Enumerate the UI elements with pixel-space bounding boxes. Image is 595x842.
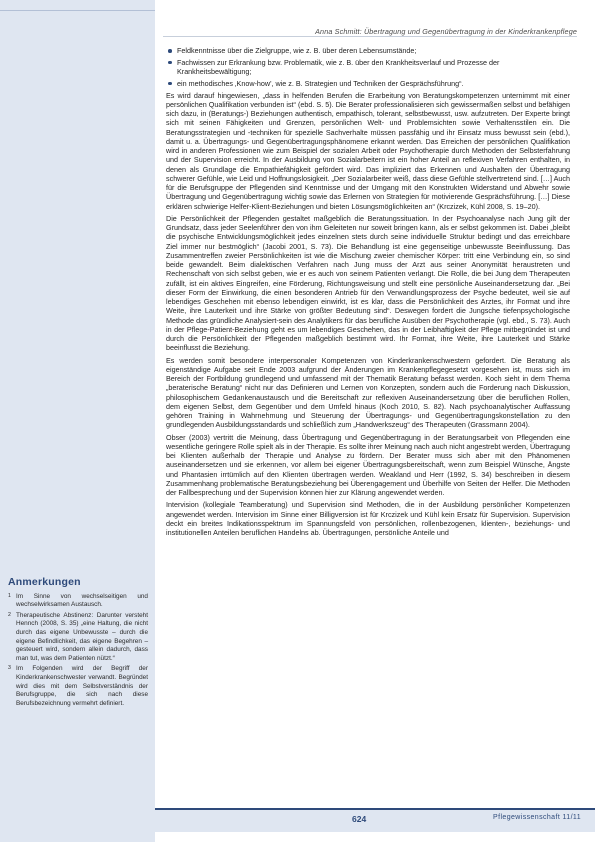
body-paragraph: Es werden somit besondere interpersonaler Kompetenzen von Kinderkrankenschwestern gefordert. Die Beratung als eigenständige Aufgabe seit Ende 2003 aufgrund der Änderungen im Krankenpflegegesetzt vorgesehen ist, muss sich im Bereich der Fortbildung grundlegend und umfassend mit der Thematik Beratung befasst werden. Koch sieht in dem Thema „beraterische Beratung“ nicht nur das Definieren und Lernen von Konzepten, sondern auch die Forderung nach Diskussion, philosophischem Gedankenaustausch und die Bereitschaft zur reflexiven Auseinandersetzung über die beruflichen Rollen, dem eigenen Selbst, dem Gegenüber und dem Umfeld hinaus (Koch 2010, S. 82). Nach psychoanalytischer Auffassung gehören Training in Wahrnehmung und Steuerung der Übertragungs- und Gegenübertragungskonstellation zu den grundlegenden Ausbildungsstandards und schließlich zum „Handwerkszeug“ des Therapeuten (Grassmann 2004). (166, 355, 570, 430)
note-text: Therapeutische Abstinenz: Darunter versteht Hennch (2008, S. 35) „eine Haltung, die nicht durch das eigene Unbewusste – durch die eigene Befindlichkeit, das eigene Begehren – gesteuert wird, sondern allein dadurch, dass man tut, was dem Patienten nützt.“ (16, 611, 148, 662)
body-paragraph: Es wird darauf hingewiesen, „dass in helfenden Berufen die Erarbeitung von Beratungskompetenzen unternimmt mit einer persönlichen Qualifikation verbunden ist“ (ebd. S. 5). Die Berater professionalisieren sich gewissermaßen selbst und befähigen sich dazu, in (Beratungs-) Beziehungen authentisch, empathisch, tolerant, selbstbewusst, usw. aufzutreten. Der Experte bringt sich mit seinen Fähigkeiten und Grenzen, persönlichen Welt- und Problemsichten sowie Verhaltensstilen ein. Die Beratungsstrategien und -techniken für spezielle Sachverhalte müssen passfähig und ihr Einsatz muss bewusst sein (ebd.), damit u. a. Übertragungs- und Gegenübertragungsphänomene erkannt werden. Das Erreichen der persönlichen Qualifikation wird in anderen Professionen wie zum Beispiel der sozialen Arbeit oder Psychotherapie durch Methoden der Selbsterfahrung und der Supervision erreicht. In der Ausbildung von Sozialarbeitern ist ein hoher Anteil an reflexiven Verfahren enthalten, in denen als Grundlage die Empathiefähigkeit gefördert wird. Das impliziert das Erkennen und Aushalten der Übertragung schwerer Gefühle, wie Leid und Hoffnungslosigkeit. „Der Sozialarbeiter weiß, dass diese Gefühle stellvertretend sind. […] Auch für die Berufsgruppe der Pflegenden sind Kenntnisse und der Umgang mit den Konstrukten Widerstand und Abwehr sowie Übertragung und Gegenübertragung wichtig sowie das Erlernen von Strategien für motivierende Gesprächsführung. […] Diese erklären schwierige Helfer-Klient-Beziehungen und bieten Lösungsmöglichkeiten an“ (Krczizek, Kühl 2008, S. 19–20). (166, 90, 570, 211)
bullet-item: Fachwissen zur Erkrankung bzw. Problematik, wie z. B. über den Krankheitsverlauf und Prozesse der Krankheitsbewältigung; (166, 58, 570, 77)
page-number: 624 (352, 814, 367, 824)
note-number: 1 (8, 592, 11, 599)
body-paragraph: Intervision (kollegiale Teamberatung) und Supervision sind Methoden, die in der Ausbildung persönlicher Kompetenzen angewendet werden. Intervision im Sinne einer Billigversion ist für Krczizek und Kühl kein Ersatz für Supervision. Supervision deckt ein breites Indikationsspektrum im Spannungsfeld von persönlichen, rollenbezogenen, klienten-, beziehungs- und institutionellen Anteilen beruflichen Handelns ab. Übertragungen, persönliche Anteile und (166, 500, 570, 537)
notes-title: Anmerkungen (8, 576, 81, 588)
top-margin-rule (0, 10, 155, 11)
running-head: Anna Schmitt: Übertragung und Gegenübertragung in der Kinderkrankenpflege (315, 27, 577, 36)
body-paragraph: Obser (2003) vertritt die Meinung, dass Übertragung und Gegenübertragung in der Beratungsarbeit von Pflegenden eine wesentliche geringere Rolle spielt als in der Therapie. Es sollte ihrer Meinung nach auch nicht angestrebt werden, Übertragung bei Klienten außerhalb der Therapie und Analyse zu fördern. Der Berater muss sich aber mit den Phänomenen auseinandersetzen und sie erkennen, vor allem bei eigener Übertragungsbereitschaft, wenn zum Beispiel Wünsche, Ängste und Phantasien irrtümlich auf den Klienten übertragen werden. Weakland und Herr (1992, S. 34) beschreiben in diesem Zusammenhang problematische Beratungsbeziehung bei Überengagement und Überhilfe von Seiten der Helfer. Die Methoden der Fallbesprechung und der Supervision können hier zur Klärung angewendet werden. (166, 432, 570, 497)
note-text: Im Sinne von wechselseitigen und wechselwirksamen Austausch. (16, 592, 148, 609)
note-number: 3 (8, 665, 11, 672)
note-text: Im Folgenden wird der Begriff der Kinderkrankenschwester verwandt. Begründet wird dies mit dem Selbstverständnis der Berufsgruppe, die sich nach diese Berufsbezeichnung vermehrt definiert. (16, 665, 148, 707)
note-item (8, 612, 148, 664)
left-margin-panel (0, 0, 155, 842)
bullet-item: ein methodisches ‚Know-how', wie z. B. Strategien und Techniken der Gesprächsführung“. (166, 79, 570, 88)
article-body (166, 46, 570, 540)
note-item (8, 593, 148, 610)
note-number: 2 (8, 611, 11, 618)
notes-panel (8, 578, 148, 710)
body-paragraph: Die Persönlichkeit der Pflegenden gestaltet maßgeblich die Beratungssituation. In der Psychoanalyse nach Jung gilt der Grundsatz, dass jeder Seelenführer den von ihm Geleiteten nur soweit bringen kann, als er selbst gekommen ist. Dabei „bleibt die psychische Entwicklungsmöglichkeit jedes einzelnen stets durch seine individuelle Struktur bedingt und das erreichbare Ziel immer nur bestmöglich“ (Jacobi 2001, S. 73). Die Behandlung ist eine gegenseitige unbewusste Beeinflussung. Das Zusammentreffen zweier Persönlichkeiten ist wie die Mischung zweier chemischer Körper: tritt eine Verbindung ein, so sind beide gewandelt. Beim dialektischen Verfahren nach Jung muss der Arzt aus seiner Anonymität heraustreten und Rechenschaft von sich selbst geben, wie er es auch von seinem Patienten verlangt. Die Rolle, die bei Jung dem Therapeuten zufällt, ist ein aktives Eingreifen, eine Förderung, Richtungsweisung und stellt eine persönliche Auseinandersetzung dar. „Bei dieser Form der Einwirkung, die einen besonderen Antrieb für den Verwandlungsprozess der Psyche bedeutet, weil sie auf lebendiges Geschehen mit ebenso lebendigen einwirkt, ist es klar, dass die Persönlichkeit des Arztes, ihr Format und ihre Weite, ihre Lauterkeit und ihre Stärke von größter Bedeutung sind“. Deswegen fordert die Jungsche tiefenpsychologische Methode das gründliche Analysiert-sein des Analytikers für das berufliche Ausüben der Psychotherapie (vgl. ebd., S. 73). Auch in der Pflege-Patient-Beziehung geht es um lebendiges Geschehen, das in der Leibhaftigkeit der Pflege mitbegründet ist und durch die Persönlichkeit der Pflegenden maßgeblich bestimmt wird. Ihr Format, ihre Weite, ihre Lauterkeit und Stärke beeinflusst die Beziehung. (166, 213, 570, 353)
footer-accent-line (155, 808, 595, 810)
running-head-rule (163, 36, 577, 37)
bullet-list (166, 46, 570, 88)
journal-name: Pflegewissenschaft 11/11 (493, 814, 581, 821)
note-item (8, 665, 148, 708)
bullet-item: Feldkenntnisse über die Zielgruppe, wie z. B. über deren Lebensumstände; (166, 46, 570, 55)
